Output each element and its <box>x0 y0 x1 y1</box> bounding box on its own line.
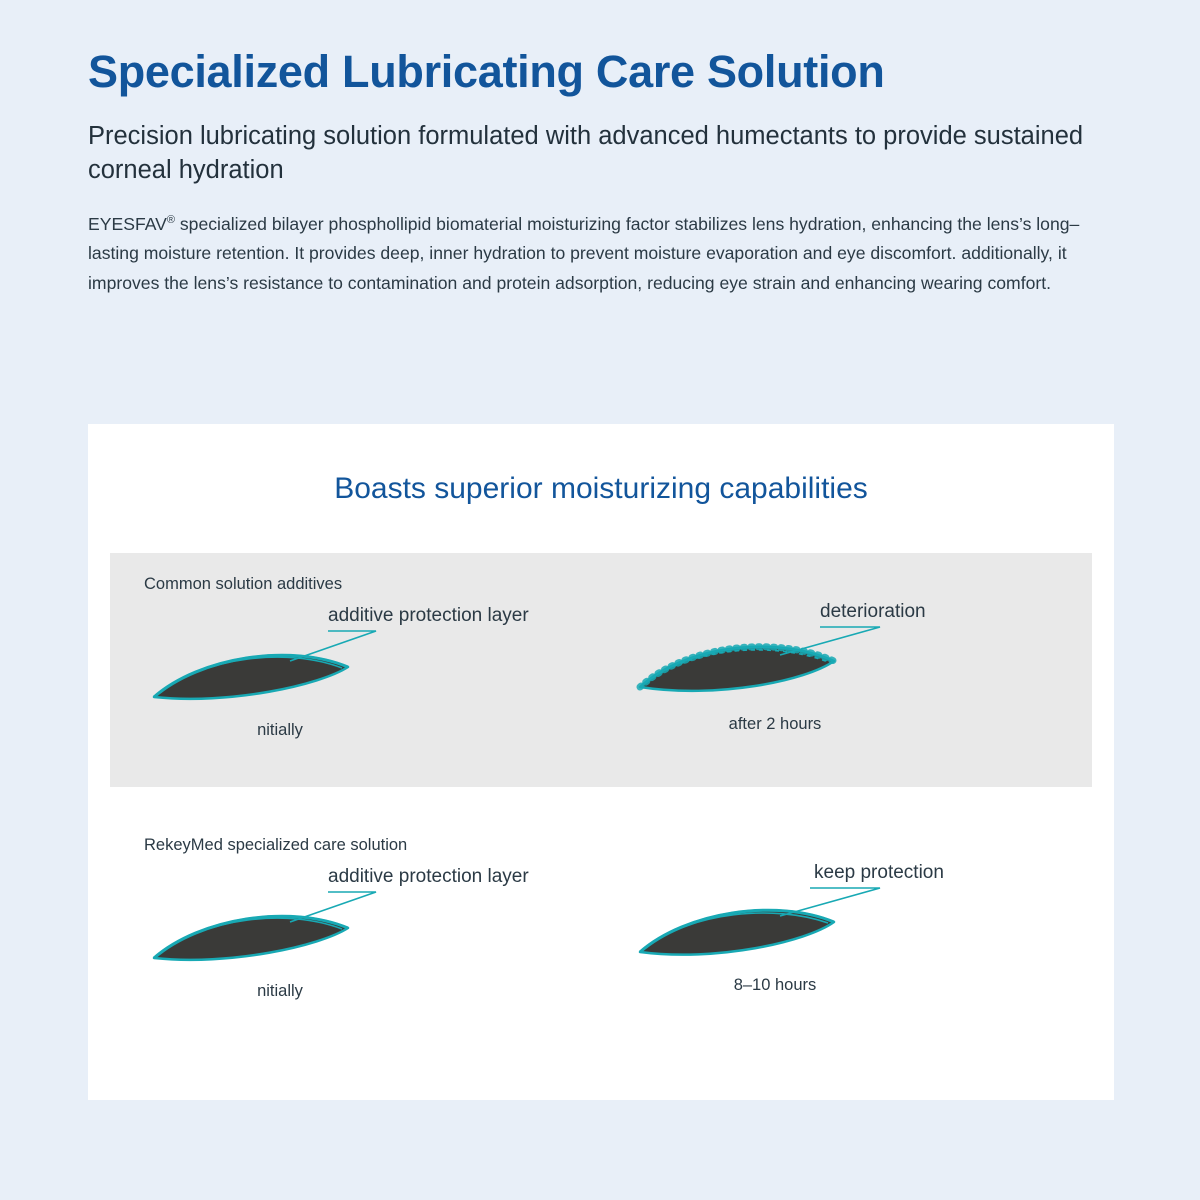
callout-label: additive protection layer <box>328 605 529 626</box>
panel-rekeymed-solution <box>110 814 1092 1048</box>
callout-label: deterioration <box>820 601 926 622</box>
comparison-card <box>88 424 1114 1100</box>
body-brand: EYESFAV <box>88 213 167 234</box>
panel-label: RekeyMed specialized care solution <box>144 836 408 854</box>
lens-cell-after <box>630 862 1060 1046</box>
registered-mark-icon: ® <box>166 213 175 226</box>
lens-row <box>110 862 1092 1046</box>
caption-label: nitially <box>257 982 303 1000</box>
callout-label: keep protection <box>814 862 944 883</box>
panel-common-solution <box>110 553 1092 787</box>
body-text: specialized bilayer phosphollipid biomaterial moisturizing factor stabilizes lens hydration, enhancing the lens’s long–lasting moisture retention. It provides deep, inner hydration to prevent moisture evaporation and eye discomfort. additionally, it improves the lens’s resistance to contamination and protein adsorption, reducing eye strain and enhancing wearing comfort. <box>88 213 1080 294</box>
page-subtitle: Precision lubricating solution formulated with advanced humectants to provide sustained corneal hydration <box>88 122 1084 184</box>
page-title: Specialized Lubricating Care Solution <box>88 46 885 97</box>
body-paragraph <box>88 210 1118 300</box>
caption-label: nitially <box>257 721 303 739</box>
panel-label: Common solution additives <box>144 575 343 593</box>
lens-cell-initial <box>140 605 570 785</box>
caption-label: after 2 hours <box>728 715 822 733</box>
lens-cell-after <box>630 601 1060 785</box>
caption-label: 8–10 hours <box>733 976 817 994</box>
lens-row <box>110 601 1092 785</box>
callout-label: additive protection layer <box>328 866 529 887</box>
card-title: Boasts superior moisturizing capabilities <box>334 472 868 505</box>
lens-cell-initial <box>140 866 570 1046</box>
header-block <box>88 46 1118 299</box>
